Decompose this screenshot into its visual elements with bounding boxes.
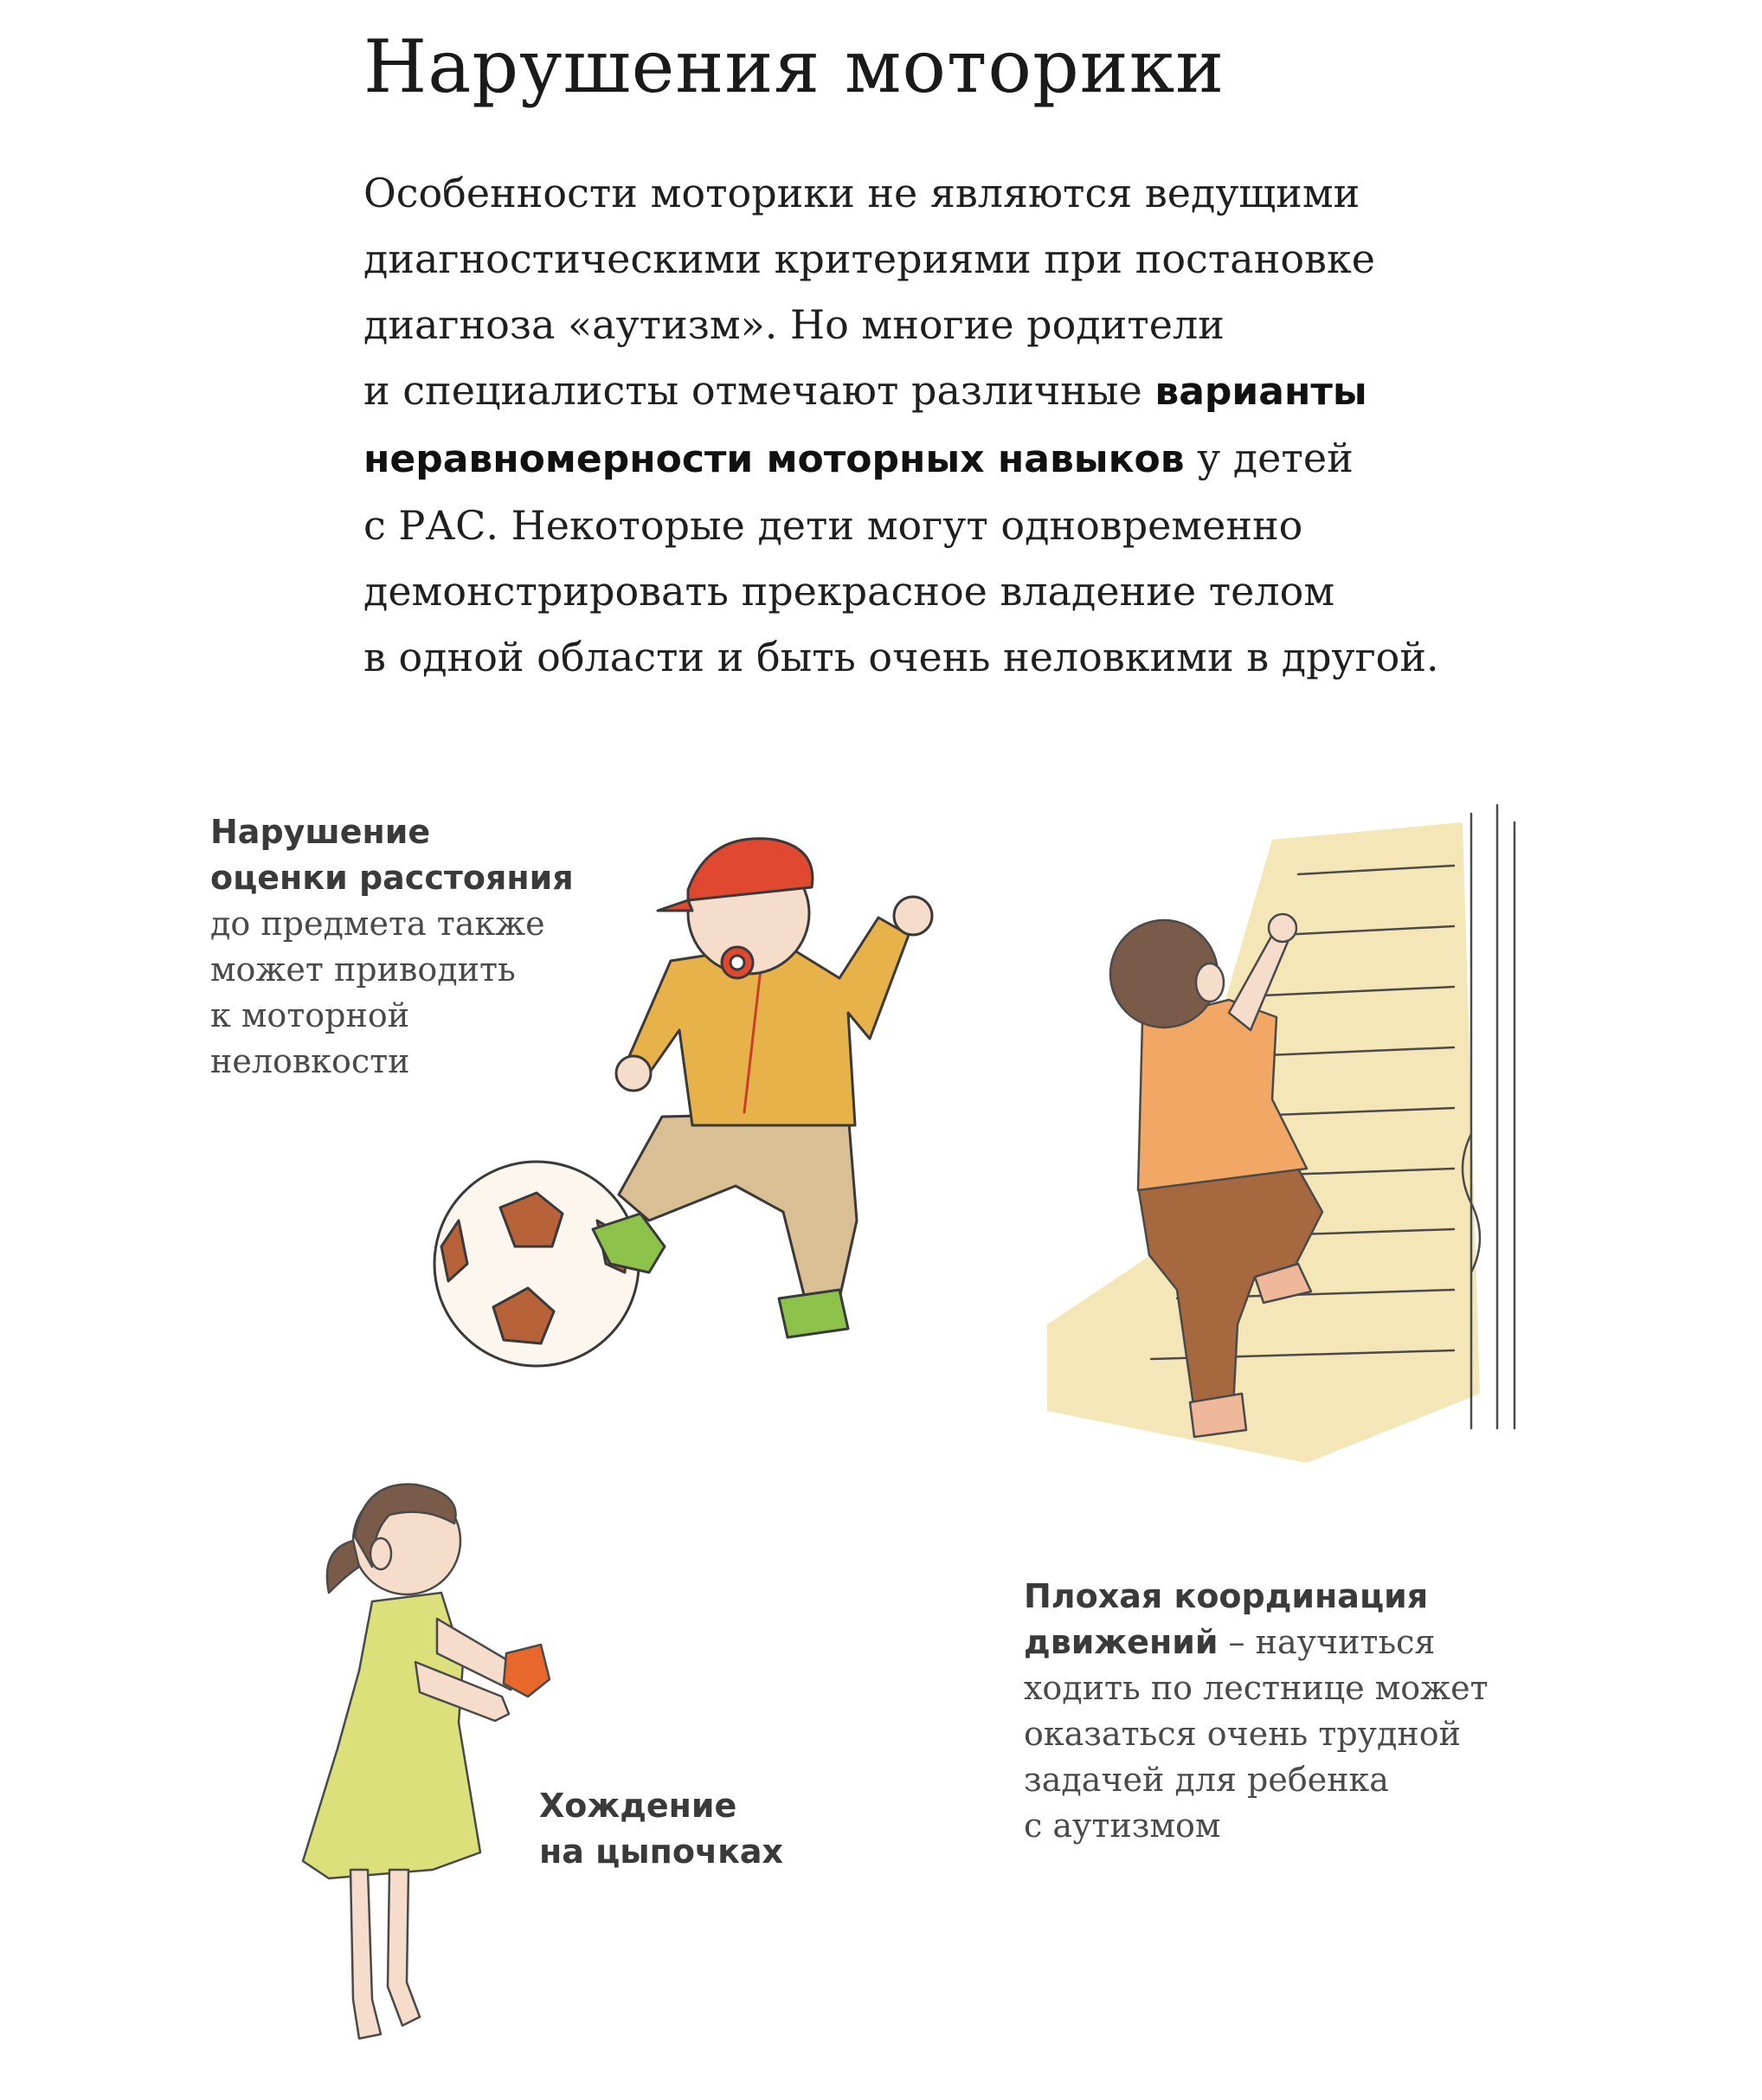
caption-text: ходить по лестнице может: [1024, 1669, 1489, 1707]
caption-coordination: [1024, 1574, 1489, 1849]
intro-line: [363, 358, 1558, 425]
caption-text: неловкости: [210, 1042, 410, 1080]
intro-line: в одной области и быть очень неловкими в другой.: [363, 634, 1439, 680]
intro-line: [363, 425, 1558, 493]
intro-line: диагностическими критериями при постановке: [363, 235, 1375, 282]
caption-text: задачей для ребенка: [1024, 1761, 1389, 1799]
intro-text: у детей: [1184, 435, 1354, 481]
caption-heading: движений: [1024, 1623, 1219, 1661]
caption-heading: на цыпочках: [539, 1833, 784, 1871]
caption-text: с аутизмом: [1024, 1807, 1221, 1845]
caption-text: оказаться очень трудной: [1024, 1715, 1461, 1753]
caption-text: к моторной: [210, 996, 410, 1034]
caption-text: может приводить: [210, 950, 516, 989]
caption-heading: Плохая координация: [1024, 1577, 1429, 1615]
caption-heading: Нарушение: [210, 813, 431, 851]
intro-line: демонстрировать прекрасное владение телом: [363, 568, 1335, 615]
caption-heading: Хождение: [539, 1787, 737, 1825]
intro-highlight: варианты: [1154, 370, 1367, 414]
intro-highlight: неравномерности моторных навыков: [363, 437, 1185, 481]
child-climbing-stairs-illustration: [1047, 805, 1540, 1489]
intro-line: с РАС. Некоторые дети могут одновременно: [363, 502, 1303, 549]
intro-line: Особенности моторики не являются ведущими: [363, 170, 1360, 216]
caption-text: до предмета также: [210, 905, 545, 943]
girl-tiptoe-walking-illustration: [277, 1463, 588, 2060]
intro-text: и специалисты отмечают различные: [363, 367, 1155, 414]
intro-line: диагноза «аутизм». Но многие родители: [363, 301, 1225, 348]
caption-heading: оценки расстояния: [210, 859, 574, 897]
caption-text: – научиться: [1218, 1623, 1436, 1661]
toddler-kicking-ball-illustration: [433, 814, 969, 1420]
page-title: Нарушения моторики: [363, 24, 1225, 109]
intro-paragraph: [363, 160, 1558, 690]
